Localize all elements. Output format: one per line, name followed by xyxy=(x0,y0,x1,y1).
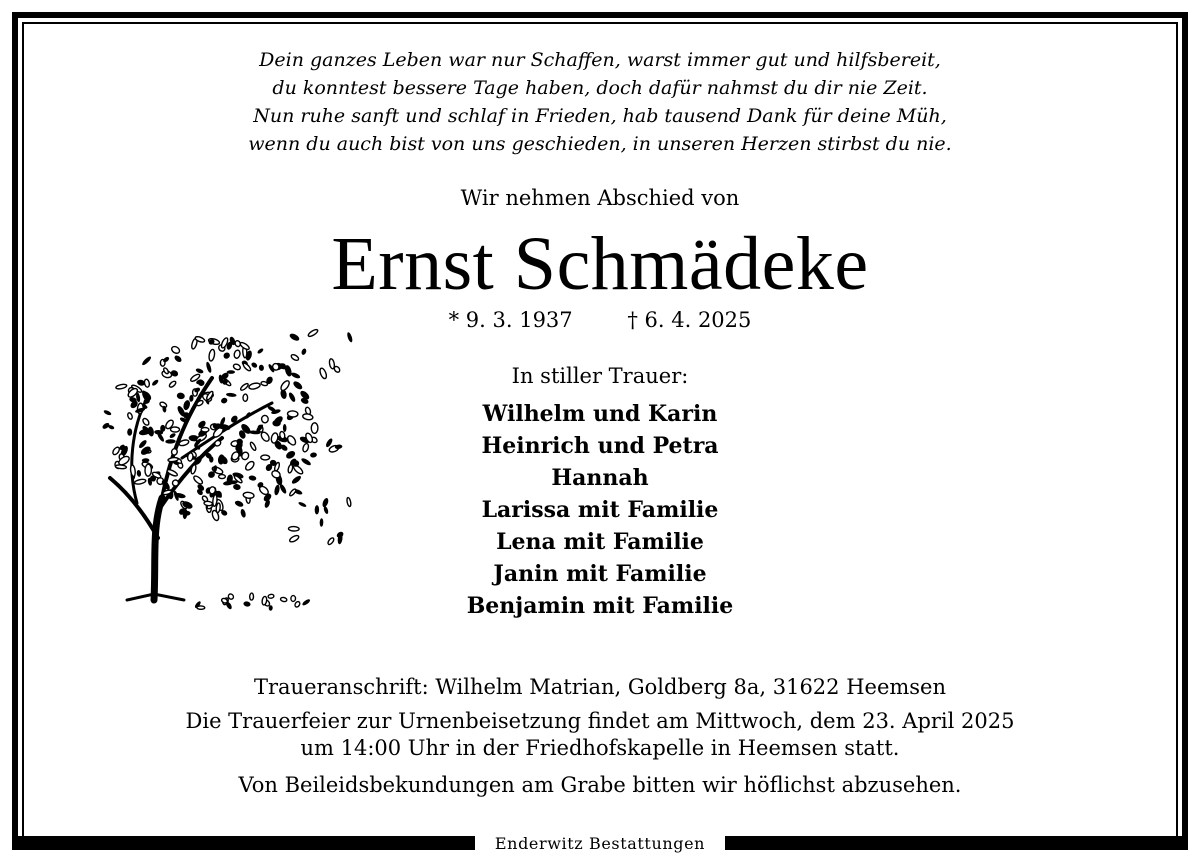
funeral-home-label: Enderwitz Bestattungen xyxy=(475,831,725,857)
deceased-name: Ernst Schmädeke xyxy=(331,222,869,306)
poem-line: du konntest bessere Tage haben, doch dafür nahmst du dir nie Zeit. xyxy=(272,77,928,99)
mourner-name: Wilhelm und Karin xyxy=(482,401,718,427)
poem xyxy=(0,46,1200,158)
poem-line: wenn du auch bist von uns geschieden, in unseren Herzen stirbst du nie. xyxy=(248,133,952,155)
mourner-name: Janin mit Familie xyxy=(493,561,707,587)
mourner-name: Lena mit Familie xyxy=(496,529,704,555)
poem-line: Nun ruhe sanft und schlaf in Frieden, hab tausend Dank für deine Müh, xyxy=(253,105,947,127)
mourner-list xyxy=(0,398,1200,622)
mourner-name: Hannah xyxy=(551,465,649,491)
mourning-label: In stiller Trauer: xyxy=(511,364,689,388)
ceremony-line: um 14:00 Uhr in der Friedhofskapelle in Heemsen statt. xyxy=(300,736,900,760)
birth-date: * 9. 3. 1937 xyxy=(448,308,573,332)
mourner-name: Heinrich und Petra xyxy=(481,433,719,459)
mourner-name: Larissa mit Familie xyxy=(481,497,719,523)
mourning-address: Traueranschrift: Wilhelm Matrian, Goldberg 8a, 31622 Heemsen xyxy=(253,675,947,699)
mourner-name: Benjamin mit Familie xyxy=(466,593,734,619)
condolence-note: Von Beileidsbekundungen am Grabe bitten wir höflichst abzusehen. xyxy=(238,773,962,797)
death-date: † 6. 4. 2025 xyxy=(627,308,752,332)
ceremony-info xyxy=(0,708,1200,762)
poem-line: Dein ganzes Leben war nur Schaffen, warst immer gut und hilfsbereit, xyxy=(259,49,941,71)
ceremony-line: Die Trauerfeier zur Urnenbeisetzung findet am Mittwoch, dem 23. April 2025 xyxy=(185,709,1015,733)
intro-text: Wir nehmen Abschied von xyxy=(460,186,740,210)
